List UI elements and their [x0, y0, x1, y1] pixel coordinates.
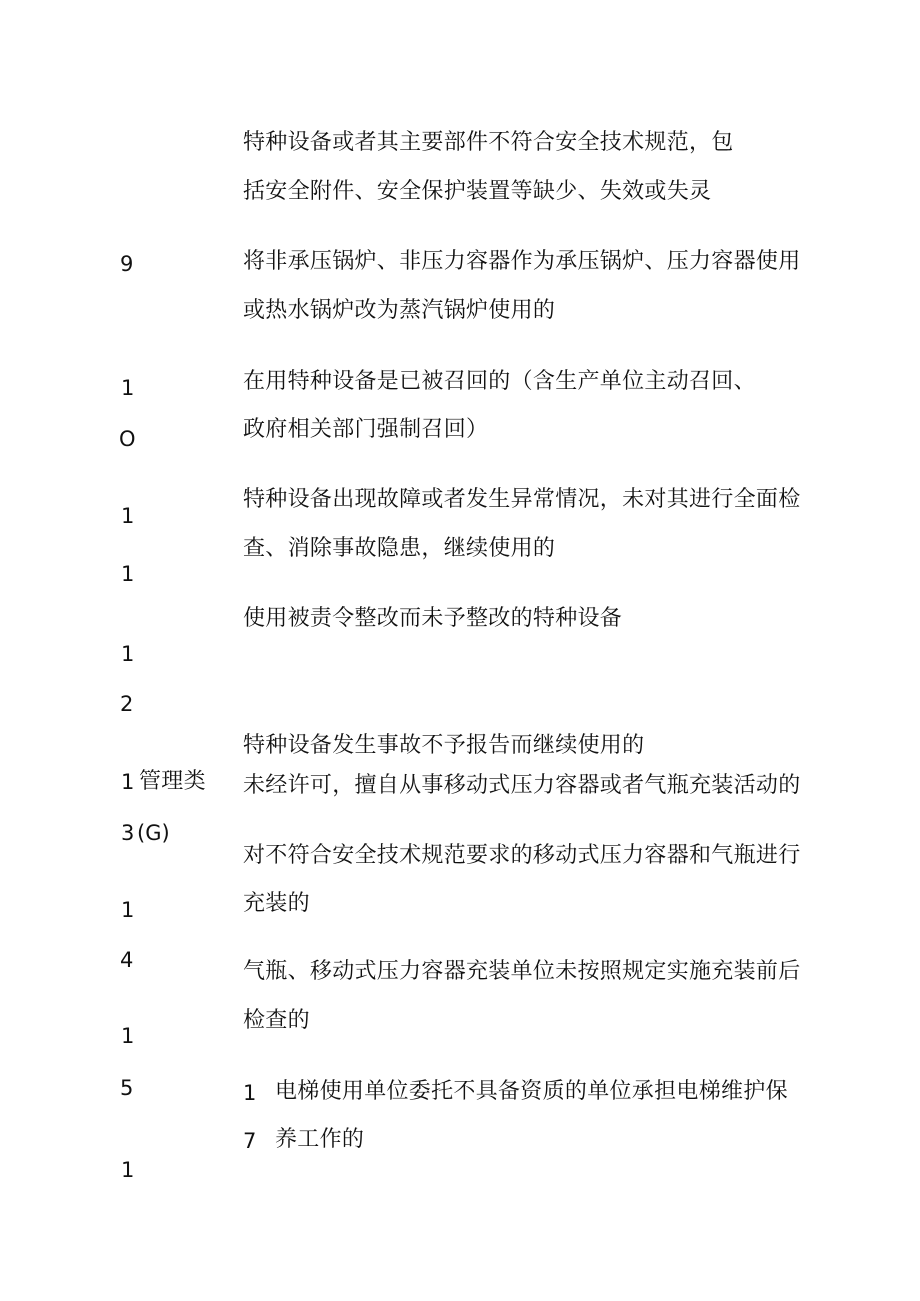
item-text-line: 括安全附件、安全保护装置等缺少、失效或失灵 — [243, 179, 712, 204]
item-number: 1 — [121, 1158, 135, 1182]
item-number: 1 — [121, 770, 135, 794]
item-number: 1 — [121, 562, 135, 586]
item-text-line: 使用被责令整改而未予整改的特种设备 — [243, 606, 623, 631]
item-text-line: 气瓶、移动式压力容器充装单位未按照规定实施充装前后 — [243, 959, 801, 984]
item-text-line: 在用特种设备是已被召回的（含生产单位主动召回、 — [243, 369, 756, 394]
item-text-line: 将非承压锅炉、非压力容器作为承压锅炉、压力容器使用 — [243, 249, 801, 274]
item-number: 7 — [243, 1129, 257, 1153]
item-text-line: 查、消除事故隐患，继续使用的 — [243, 536, 556, 561]
category-code: (G) — [137, 821, 170, 845]
item-number: O — [119, 427, 136, 451]
item-text-line: 特种设备或者其主要部件不符合安全技术规范，包 — [243, 130, 734, 155]
item-number: 2 — [120, 692, 134, 716]
item-text-line: 特种设备发生事故不予报告而继续使用的 — [243, 733, 645, 758]
item-text-line: 未经许可，擅自从事移动式压力容器或者气瓶充装活动的 — [243, 773, 801, 798]
item-number: 1 — [121, 642, 135, 666]
item-number: 3 — [121, 821, 135, 845]
item-number: 5 — [120, 1076, 134, 1100]
item-text-line: 政府相关部门强制召回） — [243, 417, 489, 442]
item-number: 9 — [120, 252, 134, 276]
truncated-number — [118, 1155, 138, 1182]
item-text-line: 或热水锅炉改为蒸汽锅炉使用的 — [243, 298, 556, 323]
item-number: 4 — [120, 948, 134, 972]
item-text-line: 对不符合安全技术规范要求的移动式压力容器和气瓶进行 — [243, 843, 801, 868]
item-number: 1 — [121, 504, 135, 528]
item-number: 1 — [243, 1081, 257, 1105]
category-label: 管理类 — [139, 769, 206, 794]
item-number: 1 — [121, 1024, 135, 1048]
item-text-line: 电梯使用单位委托不具备资质的单位承担电梯维护保 — [275, 1079, 788, 1104]
item-text-line: 充装的 — [243, 891, 310, 916]
item-number: 1 — [121, 376, 135, 400]
item-text-line: 养工作的 — [275, 1127, 365, 1152]
item-text-line: 检查的 — [243, 1008, 310, 1033]
item-text-line: 特种设备出现故障或者发生异常情况，未对其进行全面检 — [243, 487, 801, 512]
item-number: 1 — [121, 898, 135, 922]
